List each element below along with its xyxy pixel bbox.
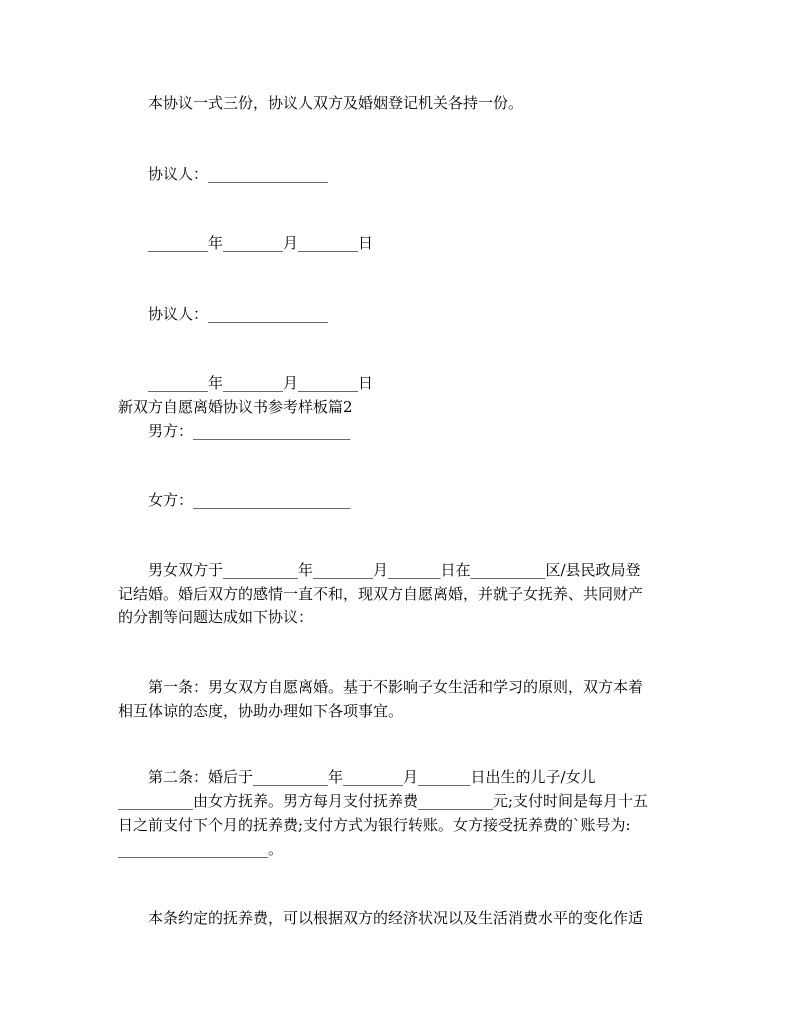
article2-line-3: 日之前支付下个月的抚养费;支付方式为银行转账。女方接受抚养费的`账号为: <box>118 816 631 834</box>
support-clause: 本条约定的抚养费，可以根据双方的经济状况以及生活消费水平的变化作适 <box>148 909 644 927</box>
article2-line-2: __________由女方抚养。男方每月支付抚养费__________元;支付时间是每月十五 <box>118 792 649 810</box>
article2-line-1: 第二条：婚后于__________年________月_______日出生的儿子/女儿 <box>148 768 596 786</box>
section-heading: 新双方自愿离婚协议书参考样板篇2 <box>118 398 353 416</box>
marriage-line-2: 记结婚。婚后双方的感情一直不和，现双方自愿离婚，并就子女抚养、共同财产 <box>118 585 644 603</box>
date-line-2: ________年________月________日 <box>148 374 374 392</box>
article2-line-4: ____________________。 <box>118 840 284 858</box>
marriage-line-3: 的分割等问题达成如下协议： <box>118 608 314 626</box>
article1-line-2: 相互体谅的态度，协助办理如下各项事宜。 <box>118 702 404 720</box>
signer-line-1: 协议人：________________ <box>148 165 329 183</box>
date-line-1: ________年________月________日 <box>148 234 374 252</box>
signer-line-2: 协议人：________________ <box>148 305 329 323</box>
copies-clause: 本协议一式三份，协议人双方及婚姻登记机关各持一份。 <box>148 94 524 112</box>
marriage-line-1: 男女双方于__________年________月_______日在__________区/县民政局登 <box>148 561 641 579</box>
woman-field: 女方：_____________________ <box>148 491 351 509</box>
man-field: 男方：_____________________ <box>148 422 351 440</box>
article1-line-1: 第一条：男女双方自愿离婚。基于不影响子女生活和学习的原则，双方本着 <box>148 678 644 696</box>
